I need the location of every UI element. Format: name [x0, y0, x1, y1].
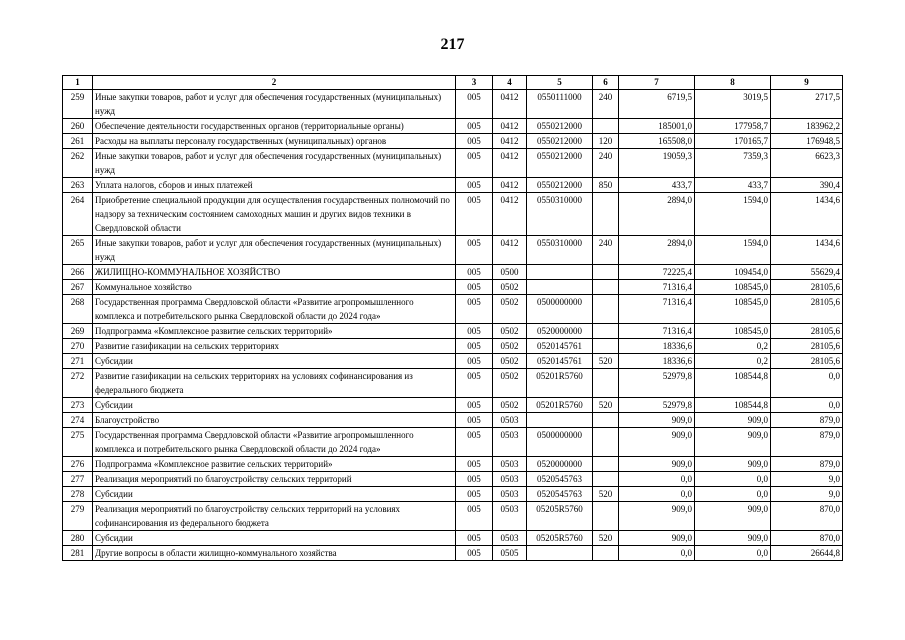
row-number-cell: 259	[63, 90, 93, 119]
amount-col-8-cell: 0,2	[695, 354, 771, 369]
header-col-9: 9	[771, 76, 843, 90]
target-code-cell: 05201R5760	[527, 398, 593, 413]
amount-col-8-cell: 3019,5	[695, 90, 771, 119]
amount-col-9-cell: 879,0	[771, 428, 843, 457]
section-code-cell: 0412	[493, 178, 527, 193]
target-code-cell: 0550212000	[527, 119, 593, 134]
budget-table	[62, 75, 843, 561]
page-number: 217	[440, 36, 465, 53]
header-col-8: 8	[695, 76, 771, 90]
table-row	[63, 280, 843, 295]
target-code-cell: 0500000000	[527, 428, 593, 457]
item-name-cell: Обеспечение деятельности государственных органов (территориальные органы)	[93, 119, 456, 134]
expense-type-cell: 240	[593, 90, 619, 119]
item-name-cell: Уплата налогов, сборов и иных платежей	[93, 178, 456, 193]
item-name-cell: Реализация мероприятий по благоустройству сельских территорий	[93, 472, 456, 487]
expense-type-cell: 520	[593, 398, 619, 413]
table-row	[63, 457, 843, 472]
ministry-code-cell: 005	[456, 457, 493, 472]
ministry-code-cell: 005	[456, 193, 493, 236]
header-col-5: 5	[527, 76, 593, 90]
amount-col-9-cell: 28105,6	[771, 324, 843, 339]
target-code-cell	[527, 280, 593, 295]
header-col-7: 7	[619, 76, 695, 90]
amount-col-8-cell: 108545,0	[695, 280, 771, 295]
expense-type-cell: 520	[593, 487, 619, 502]
target-code-cell: 0520000000	[527, 457, 593, 472]
amount-col-7-cell: 52979,8	[619, 369, 695, 398]
ministry-code-cell: 005	[456, 236, 493, 265]
section-code-cell: 0412	[493, 90, 527, 119]
header-col-3: 3	[456, 76, 493, 90]
item-name-cell: Подпрограмма «Комплексное развитие сельских территорий»	[93, 457, 456, 472]
section-code-cell: 0502	[493, 324, 527, 339]
amount-col-9-cell: 176948,5	[771, 134, 843, 149]
ministry-code-cell: 005	[456, 149, 493, 178]
amount-col-7-cell: 2894,0	[619, 193, 695, 236]
expense-type-cell: 520	[593, 531, 619, 546]
expense-type-cell: 850	[593, 178, 619, 193]
ministry-code-cell: 005	[456, 119, 493, 134]
amount-col-7-cell: 909,0	[619, 531, 695, 546]
amount-col-8-cell: 7359,3	[695, 149, 771, 178]
table-row	[63, 487, 843, 502]
expense-type-cell	[593, 428, 619, 457]
expense-type-cell	[593, 369, 619, 398]
section-code-cell: 0503	[493, 531, 527, 546]
amount-col-7-cell: 6719,5	[619, 90, 695, 119]
amount-col-9-cell: 9,0	[771, 487, 843, 502]
amount-col-7-cell: 71316,4	[619, 280, 695, 295]
header-col-6: 6	[593, 76, 619, 90]
amount-col-9-cell: 28105,6	[771, 295, 843, 324]
section-code-cell: 0412	[493, 193, 527, 236]
section-code-cell: 0503	[493, 428, 527, 457]
table-row	[63, 149, 843, 178]
row-number-cell: 271	[63, 354, 93, 369]
row-number-cell: 281	[63, 546, 93, 561]
amount-col-7-cell: 18336,6	[619, 354, 695, 369]
target-code-cell: 0550111000	[527, 90, 593, 119]
ministry-code-cell: 005	[456, 546, 493, 561]
target-code-cell: 05205R5760	[527, 502, 593, 531]
section-code-cell: 0502	[493, 295, 527, 324]
amount-col-8-cell: 433,7	[695, 178, 771, 193]
row-number-cell: 263	[63, 178, 93, 193]
target-code-cell: 0550212000	[527, 149, 593, 178]
amount-col-9-cell: 0,0	[771, 369, 843, 398]
expense-type-cell	[593, 119, 619, 134]
ministry-code-cell: 005	[456, 324, 493, 339]
expense-type-cell	[593, 472, 619, 487]
target-code-cell: 0550310000	[527, 236, 593, 265]
amount-col-8-cell: 0,0	[695, 472, 771, 487]
amount-col-7-cell: 19059,3	[619, 149, 695, 178]
amount-col-7-cell: 909,0	[619, 413, 695, 428]
ministry-code-cell: 005	[456, 487, 493, 502]
amount-col-9-cell: 28105,6	[771, 339, 843, 354]
amount-col-7-cell: 165508,0	[619, 134, 695, 149]
row-number-cell: 267	[63, 280, 93, 295]
amount-col-9-cell: 6623,3	[771, 149, 843, 178]
ministry-code-cell: 005	[456, 354, 493, 369]
item-name-cell: Иные закупки товаров, работ и услуг для обеспечения государственных (муниципальных) нужд	[93, 236, 456, 265]
amount-col-8-cell: 0,2	[695, 339, 771, 354]
item-name-cell: Подпрограмма «Комплексное развитие сельских территорий»	[93, 324, 456, 339]
item-name-cell: Приобретение специальной продукции для осуществления государственных полномочий по надзору за техническим состоянием самоходных машин и других видов техники в Свердловской области	[93, 193, 456, 236]
amount-col-7-cell: 909,0	[619, 457, 695, 472]
row-number-cell: 266	[63, 265, 93, 280]
section-code-cell: 0503	[493, 413, 527, 428]
expense-type-cell	[593, 339, 619, 354]
amount-col-7-cell: 71316,4	[619, 295, 695, 324]
ministry-code-cell: 005	[456, 295, 493, 324]
amount-col-9-cell: 0,0	[771, 398, 843, 413]
amount-col-8-cell: 109454,0	[695, 265, 771, 280]
amount-col-9-cell: 870,0	[771, 502, 843, 531]
row-number-cell: 272	[63, 369, 93, 398]
row-number-cell: 261	[63, 134, 93, 149]
ministry-code-cell: 005	[456, 280, 493, 295]
amount-col-8-cell: 108544,8	[695, 369, 771, 398]
target-code-cell: 0520000000	[527, 324, 593, 339]
target-code-cell	[527, 265, 593, 280]
expense-type-cell	[593, 546, 619, 561]
expense-type-cell	[593, 413, 619, 428]
table-row	[63, 193, 843, 236]
amount-col-7-cell: 71316,4	[619, 324, 695, 339]
table-row	[63, 295, 843, 324]
table-row	[63, 90, 843, 119]
row-number-cell: 265	[63, 236, 93, 265]
target-code-cell: 05201R5760	[527, 369, 593, 398]
row-number-cell: 280	[63, 531, 93, 546]
amount-col-8-cell: 177958,7	[695, 119, 771, 134]
expense-type-cell	[593, 324, 619, 339]
table-row	[63, 354, 843, 369]
target-code-cell: 0520545763	[527, 487, 593, 502]
table-row	[63, 119, 843, 134]
section-code-cell: 0502	[493, 354, 527, 369]
table-row	[63, 502, 843, 531]
header-col-1: 1	[63, 76, 93, 90]
ministry-code-cell: 005	[456, 531, 493, 546]
amount-col-8-cell: 909,0	[695, 531, 771, 546]
table-row	[63, 265, 843, 280]
item-name-cell: Другие вопросы в области жилищно-коммунального хозяйства	[93, 546, 456, 561]
target-code-cell: 0500000000	[527, 295, 593, 324]
header-col-2: 2	[93, 76, 456, 90]
table-row	[63, 428, 843, 457]
section-code-cell: 0502	[493, 339, 527, 354]
amount-col-7-cell: 18336,6	[619, 339, 695, 354]
expense-type-cell	[593, 265, 619, 280]
table-row	[63, 546, 843, 561]
amount-col-8-cell: 909,0	[695, 413, 771, 428]
amount-col-9-cell: 879,0	[771, 457, 843, 472]
row-number-cell: 277	[63, 472, 93, 487]
section-code-cell: 0412	[493, 134, 527, 149]
amount-col-7-cell: 185001,0	[619, 119, 695, 134]
expense-type-cell: 240	[593, 236, 619, 265]
amount-col-8-cell: 909,0	[695, 428, 771, 457]
item-name-cell: Благоустройство	[93, 413, 456, 428]
row-number-cell: 260	[63, 119, 93, 134]
row-number-cell: 262	[63, 149, 93, 178]
amount-col-7-cell: 0,0	[619, 472, 695, 487]
amount-col-8-cell: 909,0	[695, 502, 771, 531]
amount-col-7-cell: 72225,4	[619, 265, 695, 280]
row-number-cell: 270	[63, 339, 93, 354]
ministry-code-cell: 005	[456, 90, 493, 119]
row-number-cell: 279	[63, 502, 93, 531]
target-code-cell: 0550212000	[527, 178, 593, 193]
amount-col-8-cell: 0,0	[695, 546, 771, 561]
amount-col-8-cell: 108545,0	[695, 324, 771, 339]
section-code-cell: 0412	[493, 149, 527, 178]
table-row	[63, 178, 843, 193]
amount-col-9-cell: 1434,6	[771, 193, 843, 236]
amount-col-7-cell: 433,7	[619, 178, 695, 193]
item-name-cell: Субсидии	[93, 354, 456, 369]
target-code-cell: 0520145761	[527, 354, 593, 369]
table-row	[63, 339, 843, 354]
ministry-code-cell: 005	[456, 339, 493, 354]
ministry-code-cell: 005	[456, 134, 493, 149]
amount-col-8-cell: 170165,7	[695, 134, 771, 149]
target-code-cell: 0550212000	[527, 134, 593, 149]
row-number-cell: 276	[63, 457, 93, 472]
expense-type-cell	[593, 457, 619, 472]
amount-col-9-cell: 2717,5	[771, 90, 843, 119]
ministry-code-cell: 005	[456, 369, 493, 398]
item-name-cell: Развитие газификации на сельских территориях	[93, 339, 456, 354]
item-name-cell: Иные закупки товаров, работ и услуг для обеспечения государственных (муниципальных) нужд	[93, 149, 456, 178]
amount-col-9-cell: 390,4	[771, 178, 843, 193]
section-code-cell: 0500	[493, 265, 527, 280]
table-body	[63, 90, 843, 561]
section-code-cell: 0412	[493, 236, 527, 265]
amount-col-8-cell: 1594,0	[695, 236, 771, 265]
amount-col-8-cell: 1594,0	[695, 193, 771, 236]
ministry-code-cell: 005	[456, 265, 493, 280]
amount-col-9-cell: 879,0	[771, 413, 843, 428]
amount-col-9-cell: 1434,6	[771, 236, 843, 265]
table-row	[63, 324, 843, 339]
section-code-cell: 0503	[493, 502, 527, 531]
target-code-cell: 0550310000	[527, 193, 593, 236]
ministry-code-cell: 005	[456, 472, 493, 487]
amount-col-7-cell: 909,0	[619, 502, 695, 531]
target-code-cell: 05205R5760	[527, 531, 593, 546]
expense-type-cell	[593, 193, 619, 236]
row-number-cell: 278	[63, 487, 93, 502]
amount-col-8-cell: 909,0	[695, 457, 771, 472]
expense-type-cell	[593, 502, 619, 531]
amount-col-9-cell: 183962,2	[771, 119, 843, 134]
expense-type-cell	[593, 280, 619, 295]
table-row	[63, 531, 843, 546]
target-code-cell: 0520145761	[527, 339, 593, 354]
section-code-cell: 0503	[493, 487, 527, 502]
amount-col-9-cell: 26644,8	[771, 546, 843, 561]
ministry-code-cell: 005	[456, 502, 493, 531]
table-row	[63, 398, 843, 413]
amount-col-8-cell: 0,0	[695, 487, 771, 502]
item-name-cell: Субсидии	[93, 531, 456, 546]
row-number-cell: 268	[63, 295, 93, 324]
amount-col-7-cell: 2894,0	[619, 236, 695, 265]
item-name-cell: Государственная программа Свердловской области «Развитие агропромышленного комплекса и потребительского рынка Свердловской области до 2024 года»	[93, 295, 456, 324]
section-code-cell: 0502	[493, 398, 527, 413]
row-number-cell: 275	[63, 428, 93, 457]
expense-type-cell: 520	[593, 354, 619, 369]
item-name-cell: Коммунальное хозяйство	[93, 280, 456, 295]
item-name-cell: Субсидии	[93, 487, 456, 502]
table-row	[63, 413, 843, 428]
item-name-cell: Иные закупки товаров, работ и услуг для обеспечения государственных (муниципальных) нужд	[93, 90, 456, 119]
amount-col-9-cell: 28105,6	[771, 280, 843, 295]
ministry-code-cell: 005	[456, 398, 493, 413]
amount-col-7-cell: 909,0	[619, 428, 695, 457]
amount-col-8-cell: 108545,0	[695, 295, 771, 324]
expense-type-cell: 240	[593, 149, 619, 178]
section-code-cell: 0503	[493, 457, 527, 472]
amount-col-9-cell: 28105,6	[771, 354, 843, 369]
row-number-cell: 269	[63, 324, 93, 339]
table-header-row	[63, 76, 843, 90]
item-name-cell: Развитие газификации на сельских территориях на условиях софинансирования из федерального бюджета	[93, 369, 456, 398]
row-number-cell: 274	[63, 413, 93, 428]
amount-col-7-cell: 0,0	[619, 546, 695, 561]
amount-col-9-cell: 55629,4	[771, 265, 843, 280]
amount-col-9-cell: 9,0	[771, 472, 843, 487]
item-name-cell: ЖИЛИЩНО-КОММУНАЛЬНОЕ ХОЗЯЙСТВО	[93, 265, 456, 280]
amount-col-8-cell: 108544,8	[695, 398, 771, 413]
item-name-cell: Расходы на выплаты персоналу государственных (муниципальных) органов	[93, 134, 456, 149]
target-code-cell	[527, 546, 593, 561]
table-row	[63, 236, 843, 265]
amount-col-7-cell: 52979,8	[619, 398, 695, 413]
section-code-cell: 0412	[493, 119, 527, 134]
section-code-cell: 0502	[493, 369, 527, 398]
expense-type-cell	[593, 295, 619, 324]
table-row	[63, 134, 843, 149]
section-code-cell: 0502	[493, 280, 527, 295]
section-code-cell: 0505	[493, 546, 527, 561]
item-name-cell: Государственная программа Свердловской области «Развитие агропромышленного комплекса и потребительского рынка Свердловской области до 2024 года»	[93, 428, 456, 457]
ministry-code-cell: 005	[456, 413, 493, 428]
target-code-cell: 0520545763	[527, 472, 593, 487]
ministry-code-cell: 005	[456, 178, 493, 193]
ministry-code-cell: 005	[456, 428, 493, 457]
expense-type-cell: 120	[593, 134, 619, 149]
row-number-cell: 264	[63, 193, 93, 236]
amount-col-7-cell: 0,0	[619, 487, 695, 502]
item-name-cell: Субсидии	[93, 398, 456, 413]
item-name-cell: Реализация мероприятий по благоустройству сельских территорий на условиях софинансирования из федерального бюджета	[93, 502, 456, 531]
section-code-cell: 0503	[493, 472, 527, 487]
table-row	[63, 369, 843, 398]
amount-col-9-cell: 870,0	[771, 531, 843, 546]
target-code-cell	[527, 413, 593, 428]
row-number-cell: 273	[63, 398, 93, 413]
table-row	[63, 472, 843, 487]
header-col-4: 4	[493, 76, 527, 90]
